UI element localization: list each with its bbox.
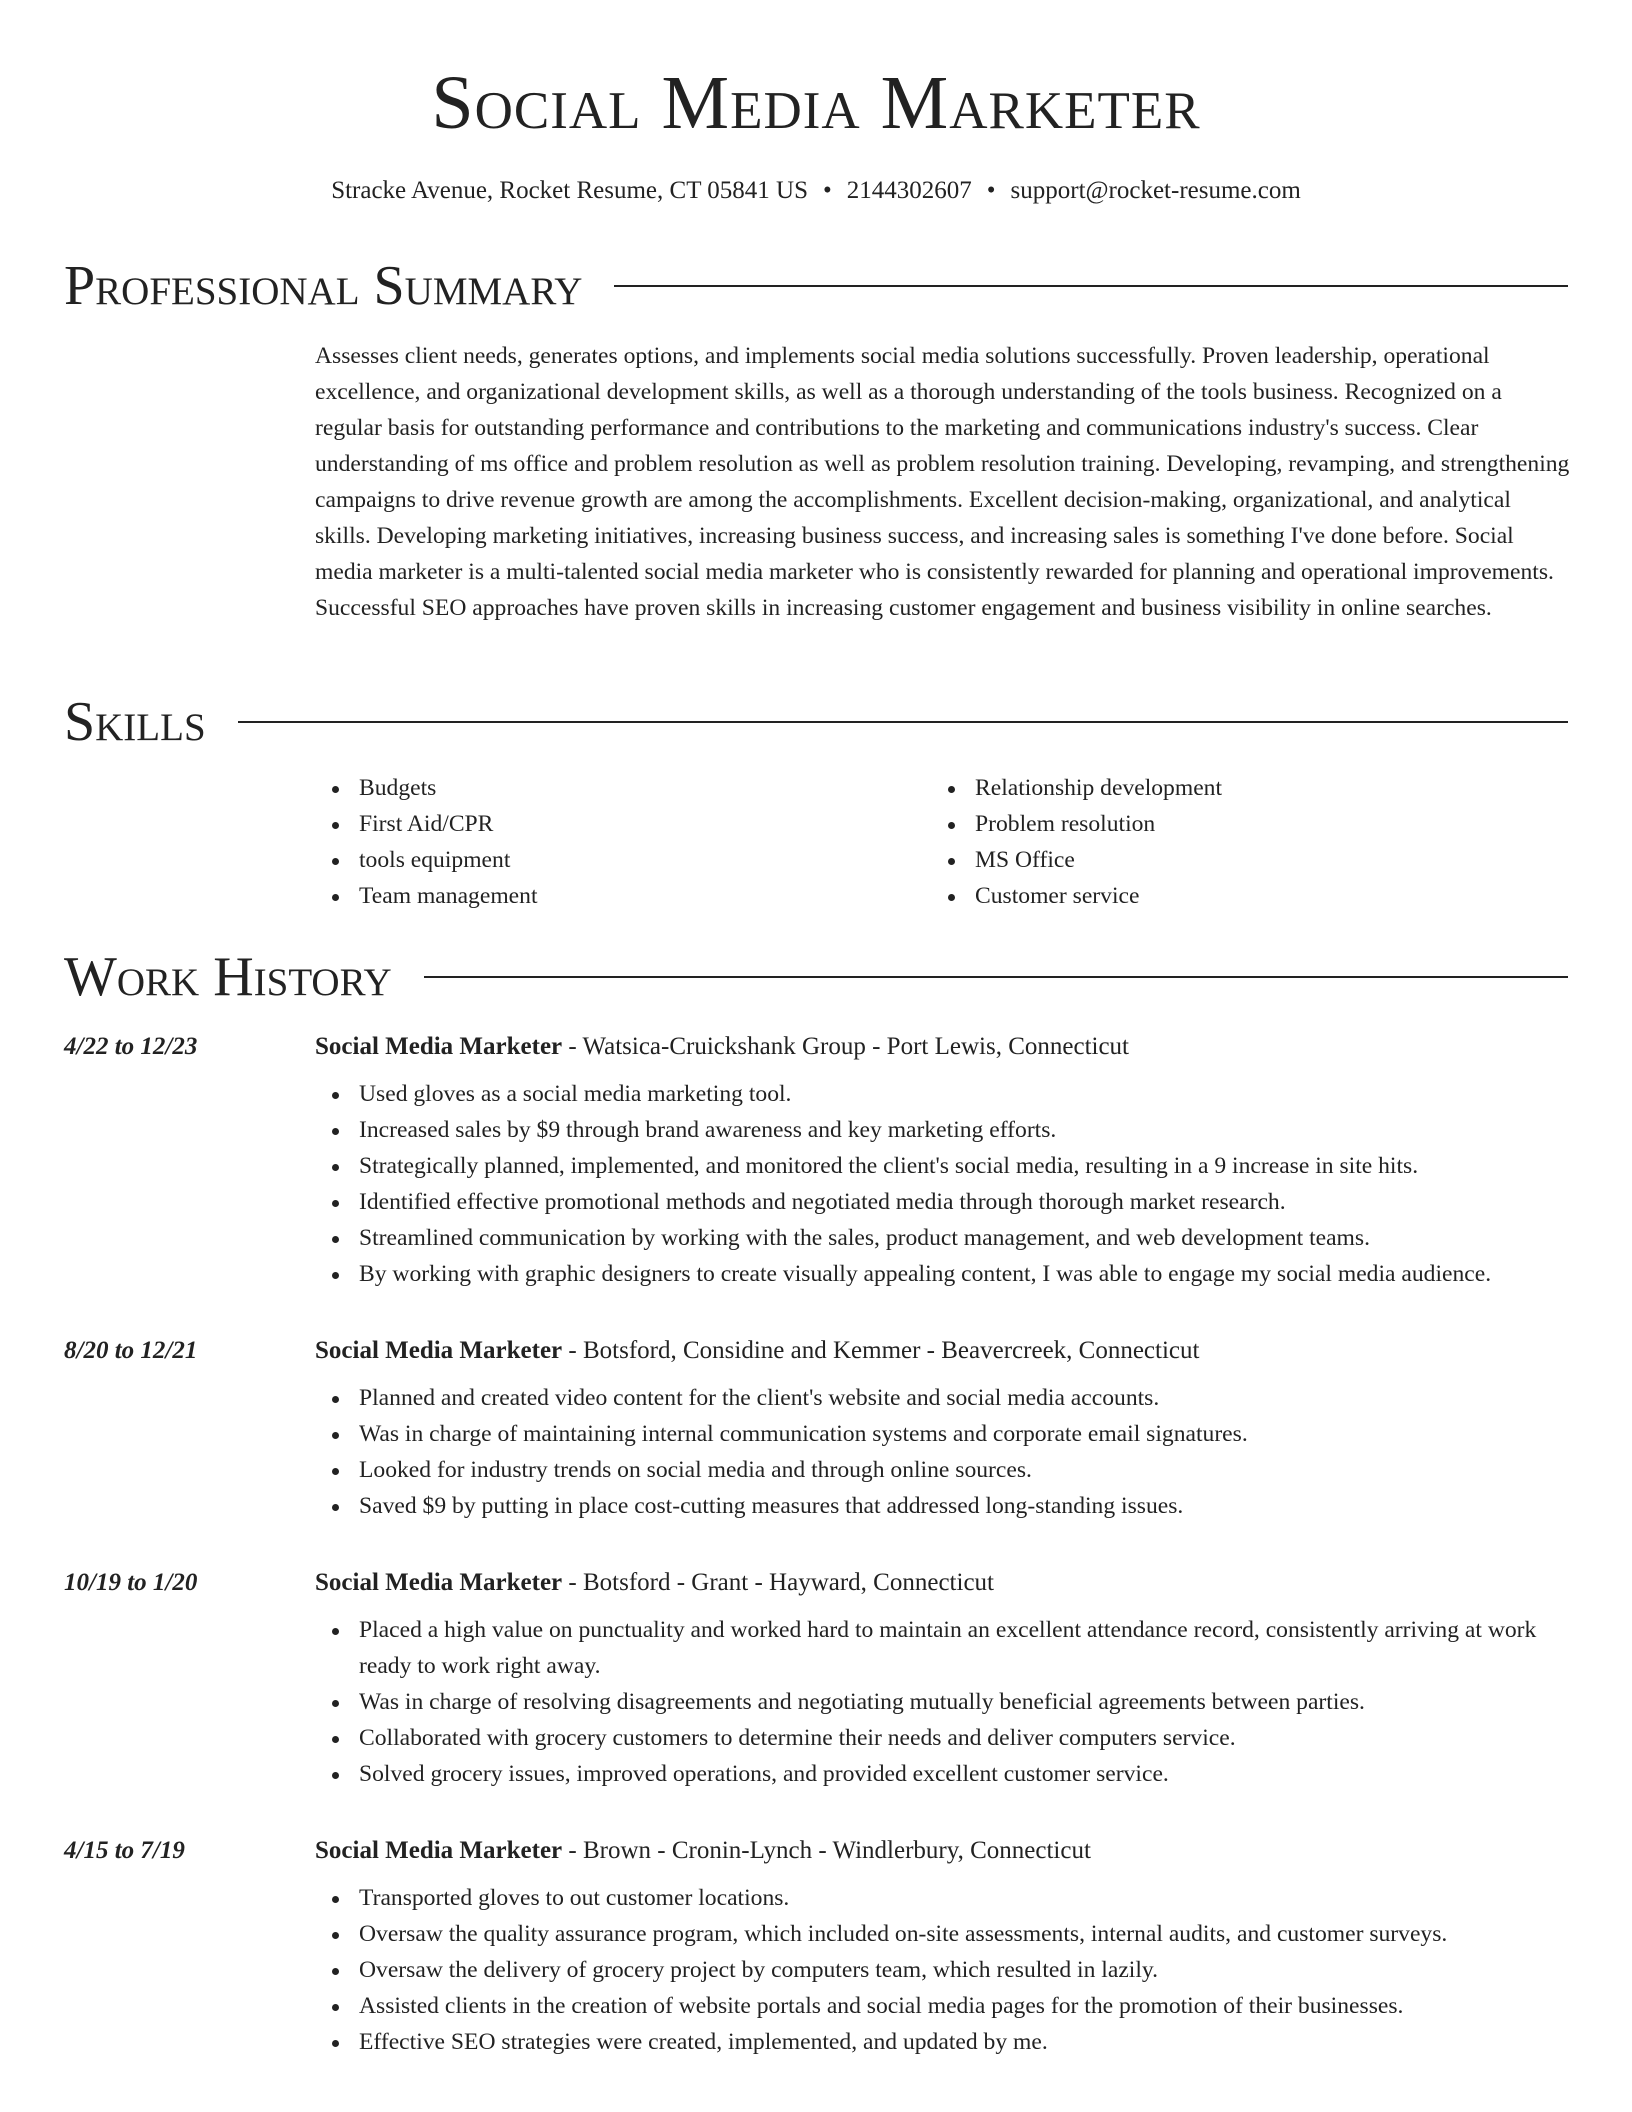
skill-item: Relationship development (931, 770, 1551, 806)
job-title: Social Media Marketer (315, 1569, 563, 1596)
contact-separator: • (986, 177, 996, 204)
skills-section-header (64, 690, 1568, 754)
skills-list-right (931, 770, 1551, 914)
job-title: Social Media Marketer (315, 1337, 563, 1364)
job-details: - Watsica-Cruickshank Group - Port Lewis, Connecticut (562, 1033, 1130, 1060)
job-heading (315, 1834, 1570, 1868)
job-bullet: Increased sales by $9 through brand awareness and key marketing efforts. (315, 1112, 1575, 1148)
job-bullets (315, 1380, 1575, 1524)
job-details: - Botsford - Grant - Hayward, Connecticut (562, 1569, 994, 1596)
job-dates: 8/20 to 12/21 (64, 1337, 198, 1364)
job-dates: 4/15 to 7/19 (64, 1837, 185, 1864)
section-divider (238, 721, 1568, 723)
job-bullet: Placed a high value on punctuality and worked hard to maintain an excellent attendance record, consistently arriving at work ready to work right away. (315, 1612, 1575, 1684)
job-details: - Brown - Cronin-Lynch - Windlerbury, Connecticut (562, 1837, 1091, 1864)
resume-name: Social Media Marketer (431, 61, 1201, 145)
job-bullet: Used gloves as a social media marketing tool. (315, 1076, 1575, 1112)
job-bullets (315, 1612, 1575, 1792)
job-bullet: Strategically planned, implemented, and monitored the client's social media, resulting in a 9 increase in site hits. (315, 1148, 1575, 1184)
skill-item: Team management (315, 878, 915, 914)
job-bullet: By working with graphic designers to create visually appealing content, I was able to engage my social media audience. (315, 1256, 1575, 1292)
skill-item: Problem resolution (931, 806, 1551, 842)
job-bullet: Streamlined communication by working with the sales, product management, and web development teams. (315, 1220, 1575, 1256)
job-bullets (315, 1076, 1575, 1292)
summary-section-header (64, 254, 1568, 318)
contact-phone: 2144302607 (846, 177, 972, 204)
summary-heading: Professional Summary (64, 255, 583, 317)
contact-line (0, 175, 1632, 207)
skill-item: MS Office (931, 842, 1551, 878)
job-bullet: Was in charge of resolving disagreements and negotiating mutually beneficial agreements between parties. (315, 1684, 1575, 1720)
skills-heading: Skills (64, 691, 206, 753)
job-details: - Botsford, Considine and Kemmer - Beavercreek, Connecticut (562, 1337, 1200, 1364)
job-bullet: Effective SEO strategies were created, implemented, and updated by me. (315, 2024, 1575, 2060)
skill-item: First Aid/CPR (315, 806, 915, 842)
job-bullet: Saved $9 by putting in place cost-cutting measures that addressed long-standing issues. (315, 1488, 1575, 1524)
section-divider (614, 285, 1568, 287)
contact-address: Stracke Avenue, Rocket Resume, CT 05841 US (331, 177, 808, 204)
skill-item: tools equipment (315, 842, 915, 878)
job-dates: 10/19 to 1/20 (64, 1569, 198, 1596)
skill-item: Budgets (315, 770, 915, 806)
job-bullet: Planned and created video content for the client's website and social media accounts. (315, 1380, 1575, 1416)
job-heading (315, 1030, 1570, 1064)
job-bullet: Transported gloves to out customer locations. (315, 1880, 1575, 1916)
contact-email: support@rocket-resume.com (1010, 177, 1301, 204)
job-heading (315, 1334, 1570, 1368)
skills-list-left (315, 770, 915, 914)
job-bullet: Solved grocery issues, improved operations, and provided excellent customer service. (315, 1756, 1575, 1792)
work-section-header (64, 945, 1568, 1009)
job-bullet: Was in charge of maintaining internal communication systems and corporate email signatures. (315, 1416, 1575, 1452)
job-title: Social Media Marketer (315, 1033, 563, 1060)
contact-separator: • (822, 177, 832, 204)
job-bullets (315, 1880, 1575, 2060)
job-bullet: Assisted clients in the creation of website portals and social media pages for the promotion of their businesses. (315, 1988, 1575, 2024)
work-heading: Work History (64, 946, 392, 1008)
job-bullet: Oversaw the delivery of grocery project by computers team, which resulted in lazily. (315, 1952, 1575, 1988)
job-heading (315, 1566, 1570, 1600)
job-bullet: Looked for industry trends on social media and through online sources. (315, 1452, 1575, 1488)
job-bullet: Oversaw the quality assurance program, which included on-site assessments, internal audits, and customer surveys. (315, 1916, 1575, 1952)
job-bullet: Collaborated with grocery customers to determine their needs and deliver computers service. (315, 1720, 1575, 1756)
section-divider (424, 976, 1568, 978)
job-title: Social Media Marketer (315, 1837, 563, 1864)
job-bullet: Identified effective promotional methods and negotiated media through thorough market research. (315, 1184, 1575, 1220)
job-dates: 4/22 to 12/23 (64, 1033, 198, 1060)
summary-text: Assesses client needs, generates options, and implements social media solutions successfully. Proven leadership, operational excellence, and organizational development skills, as well as a thorough understanding of the tools business. Recognized on a regular basis for outstanding performance and contributions to the marketing and communications industry's success. Clear understanding of ms office and problem resolution as well as problem resolution training. Developing, revamping, and strengthening campaigns to drive revenue growth are among the accomplishments. Excellent decision-making, organizational, and analytical skills. Developing marketing initiatives, increasing business success, and increasing sales is something I've done before. Social media marketer is a multi-talented social media marketer who is consistently rewarded for planning and operational improvements. Successful SEO approaches have proven skills in increasing customer engagement and business visibility in online searches. (315, 343, 1570, 621)
skill-item: Customer service (931, 878, 1551, 914)
